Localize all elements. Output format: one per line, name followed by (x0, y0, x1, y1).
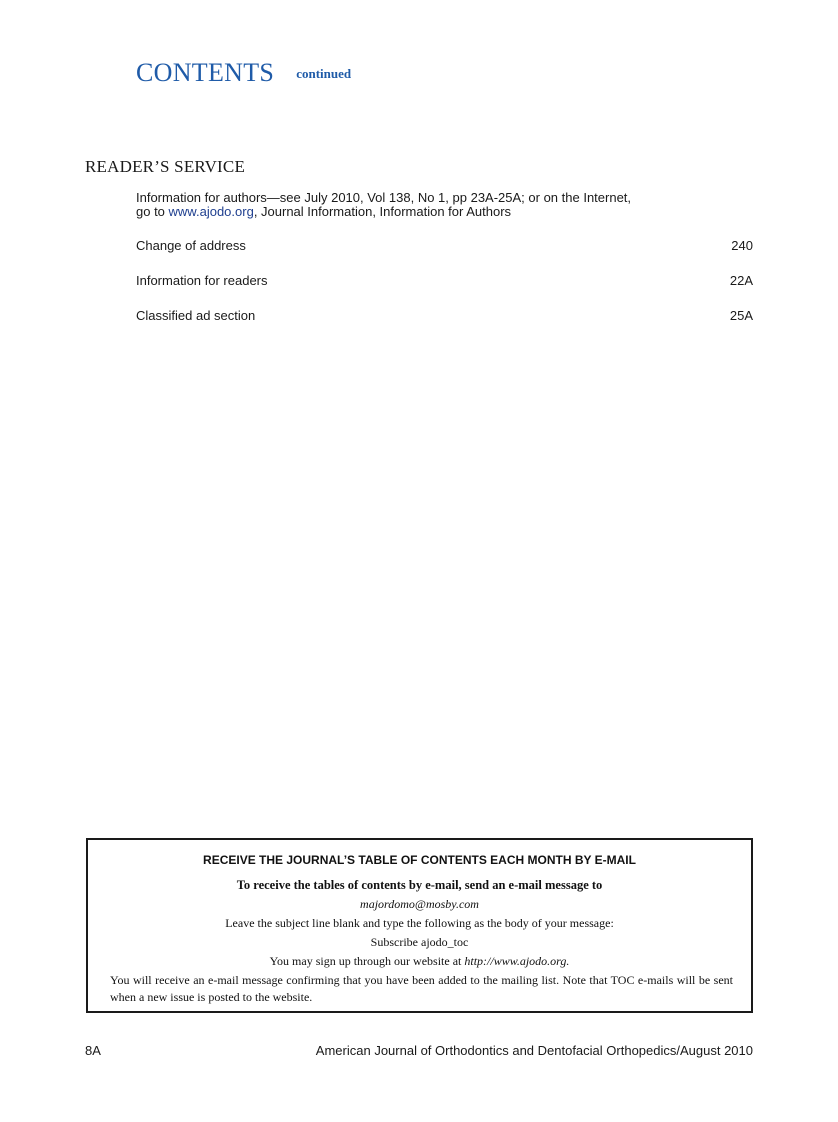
toc-entry-label: Classified ad section (136, 308, 256, 323)
toc-entry-page: 240 (731, 238, 753, 253)
page-number: 8A (85, 1043, 101, 1058)
toc-entry-page: 22A (729, 273, 753, 288)
authors-info-line-1: Information for authors—see July 2010, Vol 138, No 1, pp 23A-25A; or on the Internet, (136, 190, 632, 205)
authors-info-prefix: go to (136, 204, 169, 219)
continued-label: continued (296, 66, 352, 81)
toc-entry-information-for-readers[interactable] (136, 273, 753, 288)
website-url-link[interactable]: http://www.ajodo.org. (464, 954, 570, 968)
toc-entry-label: Change of address (136, 238, 246, 253)
ajodo-website-link[interactable]: www.ajodo.org (168, 204, 254, 219)
subscribe-command: Subscribe ajodo_toc (370, 935, 469, 949)
email-address[interactable]: majordomo@mosby.com (360, 897, 479, 911)
toc-entry-label: Information for readers (136, 273, 268, 288)
website-signup-line (88, 954, 751, 969)
email-box-subject-instruction: Leave the subject line blank and type the following as the body of your message: (225, 916, 614, 930)
email-box-instruction: To receive the tables of contents by e-mail, send an e-mail message to (236, 878, 603, 892)
authors-info (136, 191, 696, 219)
email-box-heading: RECEIVE THE JOURNAL’S TABLE OF CONTENTS EACH MONTH BY E-MAIL (203, 853, 636, 867)
section-heading: READER’S SERVICE (85, 157, 246, 176)
page-title: CONTENTS (136, 58, 275, 87)
confirmation-paragraph: You will receive an e-mail message confirming that you have been added to the mailing list. Note that TOC e-mails will be sent when a new issue is posted to the website. (110, 973, 733, 1004)
page-footer (85, 1043, 753, 1058)
contents-header (136, 58, 351, 88)
journal-footer-title: American Journal of Orthodontics and Dentofacial Orthopedics/August 2010 (315, 1043, 753, 1058)
toc-entry-classified-ad-section[interactable] (136, 308, 753, 323)
authors-info-line-2 (136, 205, 696, 219)
toc-entry-page: 25A (729, 308, 753, 323)
authors-info-suffix: , Journal Information, Information for Authors (253, 204, 512, 219)
email-subscription-box (86, 838, 753, 1013)
toc-entry-change-of-address[interactable] (136, 238, 753, 253)
website-signup-text: You may sign up through our website at (269, 954, 465, 968)
